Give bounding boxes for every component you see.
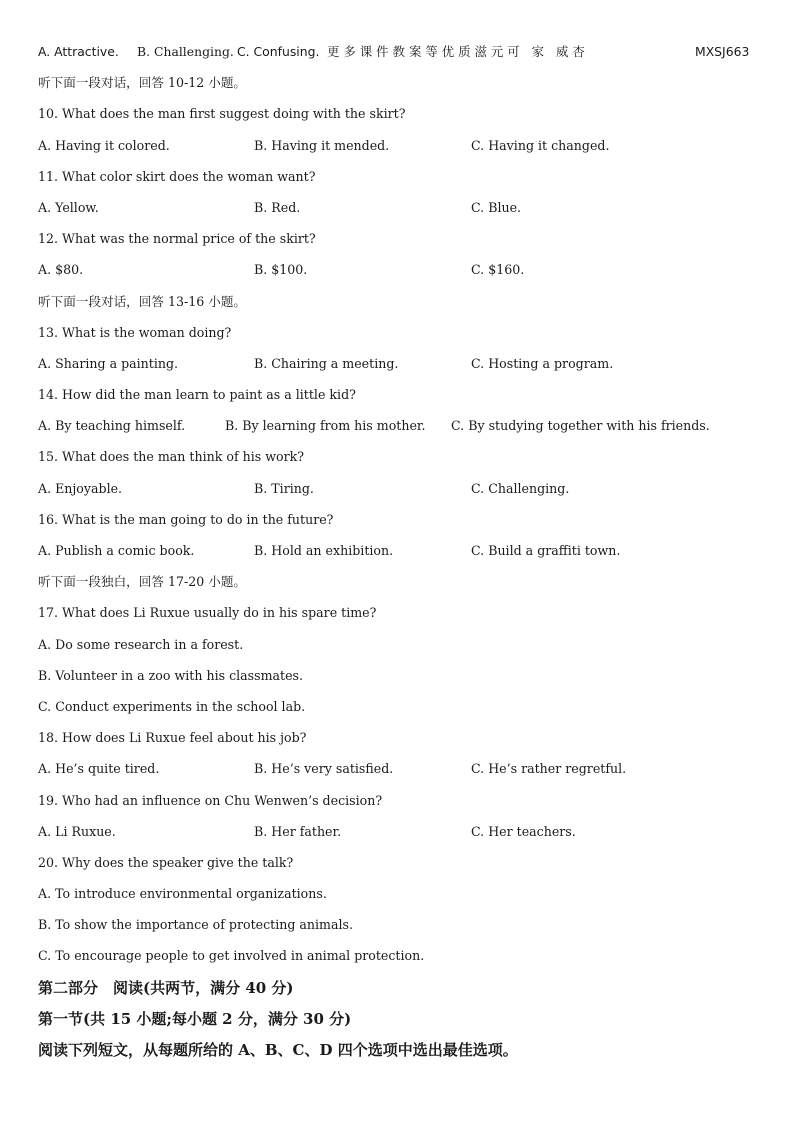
option-c: C. Her teachers.: [471, 823, 576, 839]
instruction-text: 听下面一段独白，回答 17-20 小题。: [38, 574, 247, 590]
option-a: A. He’s quite tired.: [38, 761, 160, 777]
question-19: [38, 790, 758, 821]
directions-text: 阅读下列短文，从每题所给的 A、B、C、D 四个选项中选出最佳选项。: [38, 1041, 518, 1059]
option-b: B. Chairing a meeting.: [254, 355, 399, 371]
question-16: [38, 509, 758, 540]
option-a: A. Attractive.: [38, 44, 119, 59]
q20-option-c: [38, 945, 758, 976]
q19-options: [38, 821, 758, 852]
option-a: A. Li Ruxue.: [38, 823, 116, 839]
instruction-text: 听下面一段对话，回答 13-16 小题。: [38, 293, 247, 309]
option-b: B. Red.: [254, 199, 301, 215]
option-b: B. $100.: [254, 262, 308, 278]
q16-options: [38, 540, 758, 571]
question-text: 12. What was the normal price of the skirt?: [38, 231, 316, 247]
question-18: [38, 727, 758, 758]
q20-option-b: [38, 914, 758, 945]
heading-text: 第一节(共 15 小题;每小题 2 分，满分 30 分): [38, 1009, 352, 1028]
option-b: B. Her father.: [254, 823, 342, 839]
option-c: C. Challenging.: [471, 480, 570, 496]
question-text: 13. What is the woman doing?: [38, 324, 232, 340]
instruction: [38, 291, 758, 322]
option-a: A. Sharing a painting.: [38, 355, 179, 371]
question-14: [38, 384, 758, 415]
option-a: A. By teaching himself.: [38, 418, 186, 434]
option-b: B. Volunteer in a zoo with his classmates.: [38, 667, 304, 683]
option-a: A. Do some research in a forest.: [38, 636, 244, 652]
exam-page: [38, 41, 758, 1070]
option-a: A. Yellow.: [38, 199, 99, 215]
question-17: [38, 602, 758, 633]
option-c: C. By studying together with his friends.: [451, 418, 710, 434]
q17-option-a: [38, 634, 758, 665]
option-c: C. $160.: [471, 262, 525, 278]
option-c: C. Conduct experiments in the school lab.: [38, 698, 306, 714]
watermark-code: MXSJ663: [695, 44, 750, 59]
q20-option-a: [38, 883, 758, 914]
option-b: B. To show the importance of protecting animals.: [38, 917, 353, 933]
option-c: C. Blue.: [471, 199, 522, 215]
question-text: 17. What does Li Ruxue usually do in his spare time?: [38, 605, 377, 621]
option-c: C. Confusing.: [237, 44, 320, 59]
q18-options: [38, 758, 758, 789]
option-c: C. He’s rather regretful.: [471, 761, 627, 777]
option-b: B. He’s very satisfied.: [254, 761, 394, 777]
instruction: [38, 571, 758, 602]
question-text: 11. What color skirt does the woman want?: [38, 168, 316, 184]
question-11: [38, 166, 758, 197]
option-b: B. Tiring.: [254, 480, 314, 496]
option-c: C. Hosting a program.: [471, 355, 614, 371]
heading-text: 第二部分 阅读(共两节，满分 40 分): [38, 978, 294, 997]
q12-options: [38, 259, 758, 290]
question-10: [38, 103, 758, 134]
question-text: 16. What is the man going to do in the future?: [38, 511, 334, 527]
option-a: A. To introduce environmental organizations.: [38, 886, 327, 902]
instruction: [38, 72, 758, 103]
watermark-text: 更多课件教案等优质滋元可 家 威杏: [327, 44, 589, 59]
question-15: [38, 446, 758, 477]
option-b: B. By learning from his mother.: [225, 418, 426, 434]
section-one-heading: [38, 1008, 758, 1039]
q15-options: [38, 478, 758, 509]
part-two-heading: [38, 977, 758, 1008]
q10-options: [38, 135, 758, 166]
instruction-text: 听下面一段对话，回答 10-12 小题。: [38, 75, 247, 91]
q9-options: [38, 41, 758, 72]
question-12: [38, 228, 758, 259]
question-text: 19. Who had an influence on Chu Wenwen’s decision?: [38, 792, 383, 808]
option-b: B. Hold an exhibition.: [254, 543, 394, 558]
option-c: C. Build a graffiti town.: [471, 543, 621, 558]
option-b: B. Having it mended.: [254, 137, 390, 153]
q13-options: [38, 353, 758, 384]
reading-directions: [38, 1039, 758, 1070]
question-text: 18. How does Li Ruxue feel about his job?: [38, 730, 307, 746]
option-c: C. To encourage people to get involved in animal protection.: [38, 948, 425, 964]
option-a: A. $80.: [38, 262, 84, 278]
question-13: [38, 322, 758, 353]
option-c: C. Having it changed.: [471, 137, 610, 153]
option-a: A. Enjoyable.: [38, 480, 123, 496]
question-20: [38, 852, 758, 883]
q11-options: [38, 197, 758, 228]
question-text: 15. What does the man think of his work?: [38, 449, 304, 465]
q17-option-c: [38, 696, 758, 727]
option-a: A. Publish a comic book.: [38, 543, 195, 558]
q17-option-b: [38, 665, 758, 696]
question-text: 14. How did the man learn to paint as a little kid?: [38, 387, 356, 403]
question-text: 20. Why does the speaker give the talk?: [38, 854, 294, 870]
option-a: A. Having it colored.: [38, 137, 170, 153]
question-text: 10. What does the man first suggest doing with the skirt?: [38, 106, 406, 122]
option-b: B. Challenging.: [137, 44, 234, 59]
q14-options: [38, 415, 758, 446]
